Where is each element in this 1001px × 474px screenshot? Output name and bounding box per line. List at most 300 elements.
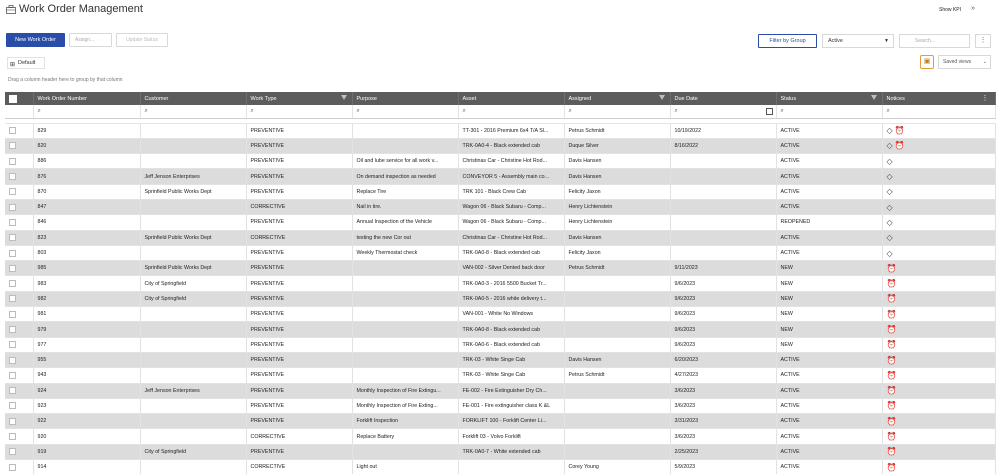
cell-purpose: Monthly Inspection of Fire Extingu... [352,383,458,398]
row-checkbox[interactable] [9,250,16,257]
saved-views-select[interactable] [938,55,991,69]
cell-status: NEW [776,261,882,276]
cell-work-type: PREVENTIVE [246,261,352,276]
cell-work-order-number[interactable]: 979 [33,322,140,337]
cell-status: ACTIVE [776,368,882,383]
cell-notices [882,429,995,444]
cell-work-order-number[interactable]: 943 [33,368,140,383]
table-row[interactable] [5,444,995,459]
row-select-cell[interactable] [5,138,33,153]
cell-asset: TRK 101 - Black Crew Cab [458,184,564,199]
cell-assigned: Davis Hansen [564,169,670,184]
table-row[interactable] [5,352,995,367]
cell-customer: Jeff Jenson Enterprises [140,383,246,398]
table-row[interactable] [5,276,995,291]
cell-work-type: PREVENTIVE [246,398,352,413]
col-header-customer[interactable]: Customer [140,92,246,105]
row-select-cell[interactable] [5,123,33,138]
cell-assigned [564,291,670,306]
cell-asset: FORKLIFT 100 - Forklift Center Li... [458,414,564,429]
cell-work-order-number[interactable]: 955 [33,352,140,367]
warning-diamond-icon[interactable]: ◇ [886,187,893,197]
cell-purpose: Light out [352,460,458,474]
cell-notices [882,460,995,474]
cell-work-order-number[interactable]: 870 [33,184,140,199]
search-icon: ⌕ [250,107,254,114]
cell-customer [140,215,246,230]
row-checkbox[interactable] [9,127,16,134]
row-checkbox[interactable] [9,280,16,287]
cell-notices [882,444,995,459]
work-order-grid [5,92,995,474]
warning-diamond-icon[interactable]: ◇ [886,156,893,166]
table-row[interactable] [5,383,995,398]
row-checkbox[interactable] [9,265,16,272]
cell-asset: FE-002 - Fire Extinguisher Dry Ch... [458,383,564,398]
default-view-button[interactable] [7,57,45,69]
cell-work-type: PREVENTIVE [246,414,352,429]
row-select-cell[interactable] [5,429,33,444]
cell-due-date: 3/6/2023 [670,429,776,444]
cell-work-type: CORRECTIVE [246,230,352,245]
cell-work-order-number[interactable]: 981 [33,307,140,322]
cell-work-order-number[interactable]: 922 [33,414,140,429]
row-select-cell[interactable] [5,184,33,199]
cell-asset: TRK-03 - White Singe Cab [458,352,564,367]
row-select-cell[interactable] [5,414,33,429]
alarm-clock-icon[interactable]: ⏰ [886,386,897,396]
table-row[interactable] [5,215,995,230]
cell-purpose [352,307,458,322]
cell-status: ACTIVE [776,138,882,153]
row-select-cell[interactable] [5,245,33,260]
cell-work-order-number[interactable]: 923 [33,398,140,413]
status-filter-value: Active [828,38,843,44]
cell-due-date: 2/25/2023 [670,444,776,459]
row-select-cell[interactable] [5,230,33,245]
cell-customer [140,352,246,367]
cell-purpose: Oil and lube service for all work v... [352,154,458,169]
cell-notices [882,184,995,199]
header-row [5,92,995,105]
cell-customer: Sprinfield Public Works Dept [140,261,246,276]
table-row[interactable] [5,230,995,245]
col-header-label: Work Type [250,95,277,102]
cell-assigned: Felicity Jaxon [564,184,670,199]
table-row[interactable] [5,368,995,383]
cell-asset: TRK-03 - White Singe Cab [458,368,564,383]
select-all-checkbox[interactable] [9,95,17,103]
row-checkbox[interactable] [9,311,16,318]
cell-status: ACTIVE [776,169,882,184]
row-select-cell[interactable] [5,460,33,474]
cell-assigned [564,337,670,352]
warning-diamond-icon[interactable]: ◇ [886,217,893,227]
row-select-cell[interactable] [5,199,33,214]
table-row[interactable] [5,245,995,260]
row-checkbox[interactable] [9,173,16,180]
cell-due-date [670,230,776,245]
row-checkbox[interactable] [9,357,16,364]
cell-customer: City of Springfield [140,444,246,459]
cell-notices [882,230,995,245]
cell-due-date: 9/6/2023 [670,307,776,322]
cell-work-type: PREVENTIVE [246,276,352,291]
row-select-cell[interactable] [5,261,33,276]
filter-cell[interactable] [246,105,352,118]
cell-customer [140,460,246,474]
cell-work-order-number[interactable]: 886 [33,154,140,169]
cell-purpose [352,444,458,459]
cell-work-order-number[interactable]: 820 [33,138,140,153]
cell-customer [140,138,246,153]
row-checkbox[interactable] [9,402,16,409]
alarm-clock-icon[interactable]: ⏰ [886,309,897,319]
new-work-order-button[interactable]: New Work Order [6,33,65,47]
cell-asset: TRK-0A0-7 - White extended cab [458,444,564,459]
filter-cell[interactable] [882,105,995,118]
table-row[interactable] [5,322,995,337]
page-header [0,0,1001,24]
cell-due-date [670,215,776,230]
filter-icon[interactable] [659,95,665,100]
cell-work-order-number[interactable]: 924 [33,383,140,398]
warning-diamond-icon[interactable]: ◇ [886,233,893,243]
alarm-clock-icon[interactable]: ⏰ [886,325,897,334]
table-row[interactable] [5,154,995,169]
cell-notices [882,169,995,184]
table-row[interactable] [5,199,995,214]
cell-assigned: Davis Hansen [564,352,670,367]
cell-asset: VAN-001 - White No Windows [458,307,564,322]
alarm-clock-icon[interactable]: ⏰ [894,126,905,136]
filter-icon[interactable] [341,95,347,100]
table-row[interactable] [5,414,995,429]
row-select-cell[interactable] [5,352,33,367]
search-icon: ⌕ [674,107,678,114]
filter-by-group-button[interactable]: Filter by Group [758,34,817,48]
cell-work-type: PREVENTIVE [246,352,352,367]
warning-diamond-icon[interactable]: ◇ [886,248,893,258]
row-checkbox[interactable] [9,433,16,440]
cell-due-date [670,169,776,184]
cell-asset: Christinas Car - Christine Hot Rod... [458,230,564,245]
cell-purpose [352,261,458,276]
col-header-due-date[interactable]: Due Date [670,92,776,105]
row-checkbox[interactable] [9,234,16,241]
cell-purpose: Annual Inspection of the Vehicle [352,215,458,230]
toolbar [0,33,1001,49]
cell-asset: Christinas Car - Christine Hot Rod... [458,154,564,169]
cell-purpose: Replace Tire [352,184,458,199]
show-kpi-button[interactable]: Show KPI [939,7,961,13]
row-select-cell[interactable] [5,368,33,383]
row-checkbox[interactable] [9,326,16,333]
filter-icon[interactable] [871,95,877,100]
row-checkbox[interactable] [9,295,16,302]
row-checkbox[interactable] [9,418,16,425]
row-select-cell[interactable] [5,398,33,413]
row-checkbox[interactable] [9,464,16,471]
cell-status: ACTIVE [776,352,882,367]
cell-notices [882,199,995,214]
cell-notices [882,261,995,276]
alarm-clock-icon[interactable]: ⏰ [886,416,897,426]
row-select-cell[interactable] [5,383,33,398]
cell-work-type: CORRECTIVE [246,460,352,474]
alarm-clock-icon[interactable]: ⏰ [886,279,897,289]
cell-work-order-number[interactable]: 847 [33,199,140,214]
cell-notices [882,215,995,230]
table-row[interactable] [5,169,995,184]
alarm-clock-icon[interactable]: ⏰ [886,432,897,442]
cell-work-type: PREVENTIVE [246,368,352,383]
cell-assigned [564,383,670,398]
table-row[interactable] [5,460,995,474]
warning-diamond-icon[interactable]: ◇ [886,126,893,136]
table-row[interactable] [5,337,995,352]
cell-purpose: Replace Battery [352,429,458,444]
cell-purpose [352,276,458,291]
cell-work-order-number[interactable]: 919 [33,444,140,459]
alarm-clock-icon[interactable]: ⏰ [886,355,897,365]
col-header-work-order-number[interactable]: Work Order Number [33,92,140,105]
cell-notices [882,414,995,429]
page-title: Work Order Management [19,3,143,15]
alarm-clock-icon[interactable]: ⏰ [886,263,897,273]
row-checkbox[interactable] [9,158,16,165]
row-select-cell[interactable] [5,307,33,322]
cell-notices [882,383,995,398]
alarm-clock-icon[interactable]: ⏰ [886,462,897,472]
select-all-header[interactable] [5,92,33,105]
col-header-status[interactable] [776,92,882,105]
cell-customer [140,368,246,383]
row-select-cell[interactable] [5,337,33,352]
cell-notices [882,154,995,169]
table-row[interactable] [5,184,995,199]
cell-notices [882,398,995,413]
cell-due-date: 6/20/2023 [670,352,776,367]
cell-status: NEW [776,307,882,322]
cell-work-order-number[interactable]: 985 [33,261,140,276]
cell-work-order-number[interactable]: 823 [33,230,140,245]
row-checkbox[interactable] [9,188,16,195]
cell-work-type: CORRECTIVE [246,199,352,214]
cell-purpose [352,138,458,153]
row-checkbox[interactable] [9,219,16,226]
cell-asset [458,460,564,474]
warning-diamond-icon[interactable]: ◇ [886,202,893,212]
cell-assigned: Davis Hansen [564,230,670,245]
search-icon: ⌕ [568,107,572,114]
col-header-assigned[interactable] [564,92,670,105]
warning-diamond-icon[interactable]: ◇ [886,141,893,151]
filter-cell [5,105,33,118]
cell-status: ACTIVE [776,383,882,398]
table-row[interactable] [5,307,995,322]
row-select-cell[interactable] [5,444,33,459]
filter-cell[interactable] [776,105,882,118]
cell-assigned: Henry Lichtenstein [564,215,670,230]
cell-customer [140,154,246,169]
alarm-clock-icon[interactable]: ⏰ [886,401,897,411]
status-filter-select[interactable] [822,34,894,48]
cell-customer [140,337,246,352]
cell-due-date: 9/6/2023 [670,322,776,337]
grid-body [5,123,995,474]
table-row[interactable] [5,398,995,413]
filter-cell[interactable] [458,105,564,118]
cell-due-date: 3/6/2023 [670,383,776,398]
cell-asset: Wagon 06 - Black Subaru - Comp... [458,215,564,230]
default-view-label: Default [18,60,36,66]
alarm-clock-icon[interactable]: ⏰ [886,294,897,304]
table-row[interactable] [5,138,995,153]
cell-work-order-number[interactable]: 803 [33,245,140,260]
table-row[interactable] [5,291,995,306]
row-checkbox[interactable] [9,372,16,379]
cell-asset: TRK-0A0-5 - 2016 white delivery t... [458,291,564,306]
col-header-label: Notices [886,95,905,102]
row-checkbox[interactable] [9,341,16,348]
cell-work-order-number[interactable]: 914 [33,460,140,474]
row-checkbox[interactable] [9,142,16,149]
cell-asset: TRK-0A0-6 - Black extended cab [458,337,564,352]
filter-cell[interactable] [140,105,246,118]
col-header-asset[interactable]: Asset [458,92,564,105]
cell-purpose [352,322,458,337]
cell-assigned: Duque Silver [564,138,670,153]
cell-assigned [564,307,670,322]
table-row[interactable] [5,123,995,138]
cell-asset: CONVEYOR 5 - Assembly main co... [458,169,564,184]
cell-due-date: 3/6/2023 [670,398,776,413]
cell-work-type: PREVENTIVE [246,215,352,230]
cell-customer [140,245,246,260]
cell-customer: Sprinfield Public Works Dept [140,230,246,245]
filter-cell[interactable] [33,105,140,118]
cell-status: ACTIVE [776,444,882,459]
toolbox-icon [6,5,16,14]
alarm-clock-icon[interactable]: ⏰ [894,141,905,151]
filter-cell[interactable] [352,105,458,118]
cell-status: ACTIVE [776,398,882,413]
cell-due-date [670,154,776,169]
cell-due-date: 4/27/2023 [670,368,776,383]
cell-work-order-number[interactable]: 977 [33,337,140,352]
cell-purpose: testing the new Cor out [352,230,458,245]
col-header-label: Assigned [568,95,592,102]
row-select-cell[interactable] [5,291,33,306]
search-icon: ⌕ [37,107,41,114]
cell-work-order-number[interactable]: 983 [33,276,140,291]
alarm-clock-icon[interactable]: ⏰ [886,340,897,350]
cell-status: ACTIVE [776,154,882,169]
search-icon: ⌕ [462,107,466,114]
cell-status: ACTIVE [776,230,882,245]
cell-customer: City of Springfield [140,276,246,291]
warning-diamond-icon[interactable]: ◇ [886,172,893,182]
row-checkbox[interactable] [9,204,16,211]
cell-purpose: Monthly Inspection of Fire Exting... [352,398,458,413]
filter-cell[interactable] [564,105,670,118]
cell-assigned [564,398,670,413]
collapse-icon[interactable]: » [971,5,975,12]
row-select-cell[interactable] [5,322,33,337]
cell-work-type: PREVENTIVE [246,169,352,184]
cell-notices [882,307,995,322]
cell-work-type: PREVENTIVE [246,291,352,306]
cell-work-order-number[interactable]: 846 [33,215,140,230]
cell-due-date [670,199,776,214]
table-row[interactable] [5,261,995,276]
cell-work-order-number[interactable]: 876 [33,169,140,184]
cell-due-date: 3/31/2023 [670,414,776,429]
cell-asset: TRK-0A0-3 - 2016 5500 Bucket Tr... [458,276,564,291]
row-select-cell[interactable] [5,215,33,230]
col-header-label: Status [780,95,797,102]
cell-due-date: 8/16/2022 [670,138,776,153]
cell-asset: Forklift 03 - Volvo Forklift [458,429,564,444]
cell-assigned [564,322,670,337]
cell-due-date [670,245,776,260]
row-checkbox[interactable] [9,448,16,455]
row-select-cell[interactable] [5,276,33,291]
row-select-cell[interactable] [5,169,33,184]
calendar-icon[interactable] [766,108,773,115]
cell-due-date: 9/6/2023 [670,337,776,352]
cell-status: ACTIVE [776,245,882,260]
col-header-work-type[interactable] [246,92,352,105]
cell-due-date: 5/9/2023 [670,460,776,474]
cell-work-type: CORRECTIVE [246,429,352,444]
cell-purpose [352,368,458,383]
cell-asset: TRK-0A0-8 - Black extended cab [458,245,564,260]
cell-work-type: PREVENTIVE [246,383,352,398]
table-row[interactable] [5,429,995,444]
row-select-cell[interactable] [5,154,33,169]
filter-cell[interactable] [670,105,776,118]
cell-work-order-number[interactable]: 982 [33,291,140,306]
cell-work-type: PREVENTIVE [246,307,352,322]
save-view-icon[interactable]: ▣ [920,55,934,69]
cell-work-type: PREVENTIVE [246,138,352,153]
cell-due-date: 10/19/2022 [670,123,776,138]
assign-dropdown[interactable]: Assign... [69,33,112,47]
search-icon: ⌕ [356,107,360,114]
cell-notices [882,138,995,153]
cell-status: ACTIVE [776,460,882,474]
more-options-icon[interactable]: ⋮ [975,34,991,48]
search-icon: ⌕ [886,107,890,114]
update-status-button[interactable]: Update Status [116,33,168,47]
row-checkbox[interactable] [9,387,16,394]
cell-work-order-number[interactable]: 829 [33,123,140,138]
col-header-purpose[interactable]: Purpose [352,92,458,105]
cell-purpose: Weekly Thermostat check [352,245,458,260]
alarm-clock-icon[interactable]: ⏰ [886,370,897,380]
cell-status: ACTIVE [776,429,882,444]
alarm-clock-icon[interactable]: ⏰ [886,447,897,457]
cell-assigned: Davis Hansen [564,154,670,169]
cell-status: ACTIVE [776,184,882,199]
chevron-down-icon: ⌄ [982,59,987,65]
col-header-notices[interactable] [882,92,995,105]
cell-work-order-number[interactable]: 920 [33,429,140,444]
column-menu-icon[interactable]: ⋮ [981,95,989,102]
search-input[interactable]: Search... [899,34,970,48]
